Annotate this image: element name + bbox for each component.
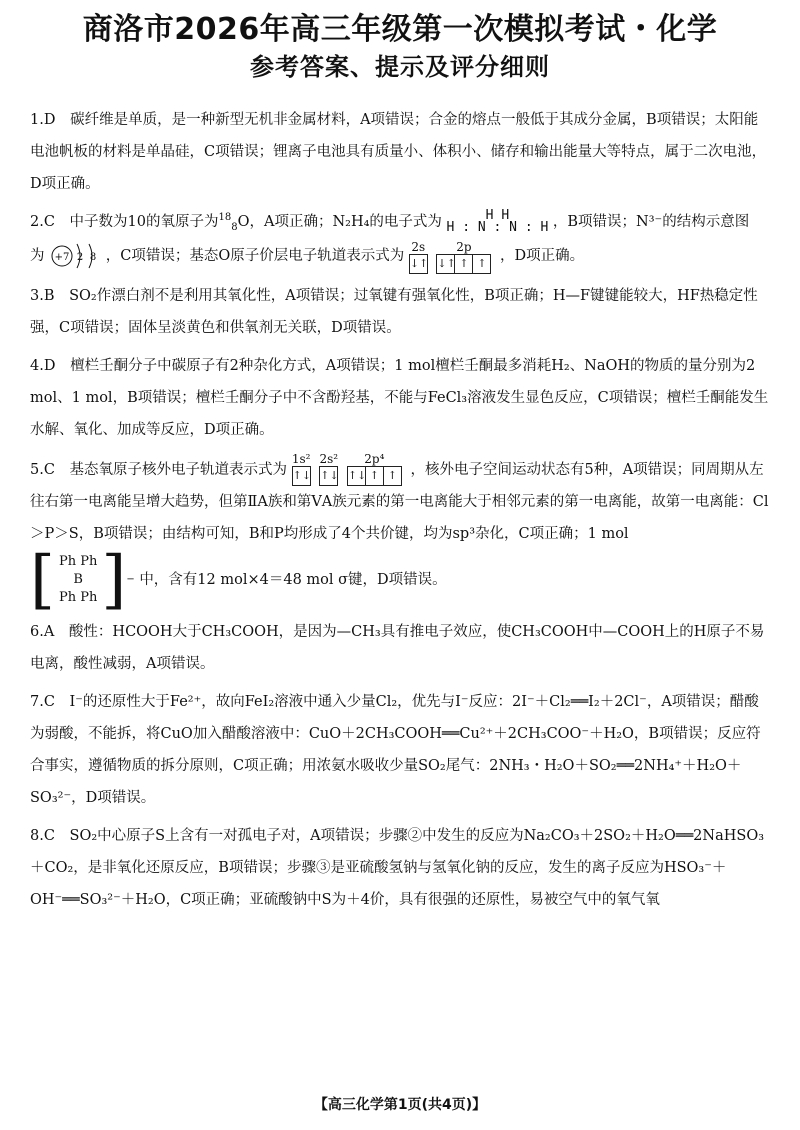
answer-item-3 — [30, 280, 770, 344]
answer-item-6 — [30, 616, 770, 680]
item-text: 檀栏壬酮分子中碳原子有2种杂化方式，A项错误；1 mol檀栏壬酮最多消耗H₂、NaOH的物质的量分别为2 mol、1 mol，B项错误；檀栏壬酮分子中不含酚羟基，不能与FeCl₃溶液发生显色反应，C项错误；檀栏壬酮能发生水解、氧化、加成等反应，D项正确。 — [30, 358, 769, 438]
item-number: 6.A — [30, 624, 55, 640]
shell-count-2: 8 — [89, 252, 97, 263]
item-text: 酸性：HCOOH大于CH₃COOH，是因为—CH₃具有推电子效应，使CH₃COOH中—COOH上的H原子不易电离，酸性减弱，A项错误。 — [30, 624, 765, 672]
answer-item-7 — [30, 686, 770, 814]
orbital-2s: 2s ↓↑ — [409, 240, 428, 274]
answer-item-2: 2.C 中子数为10的氧原子为$^{18}_8$O，A项正确；N₂H₄的电子式为 H H H : N : N : H ，B项错误；N³⁻的结构示意图 为 +7 2 8 ，C项错误；基态O原子价层电子轨道表示式为 2s ↓↑ 2p ↓↑ ↑ ↑ ，D项正确。 — [30, 206, 770, 274]
answer-item-4 — [30, 350, 770, 446]
orbital-2p: 2p⁴ ↑↓ ↑ ↑ — [347, 452, 402, 486]
item-text: SO₂中心原子S上含有一对孤电子对，A项错误；步骤②中发生的反应为Na₂CO₃＋2SO₂＋H₂O══2NaHSO₃＋CO₂，是非氧化还原反应，B项错误；步骤③是亚硫酸氢钠与氢氧化钠的反应，发生的离子反应为HSO₃⁻＋OH⁻══SO₃²⁻＋H₂O，C项正确；亚硫酸钠中S为＋4价，具有很强的还原性，易被空气中的氧气氧 — [30, 828, 765, 908]
ion-structure-diagram — [49, 238, 101, 274]
shell-count-1: 2 — [76, 252, 84, 263]
answer-item-8 — [30, 820, 770, 916]
item-text: 碳纤维是单质，是一种新型无机非金属材料，A项错误；合金的熔点一般低于其成分金属，B项错误；太阳能电池帆板的材料是单晶硅，C项错误；锂离子电池具有质量小、体积小、储存和输出能量大等特点，属于二次电池，D项正确。 — [30, 112, 767, 192]
page-subtitle: 参考答案、提示及评分细则 — [250, 53, 550, 81]
page-title: 商洛市2026年高三年级第一次模拟考试・化学 — [82, 12, 718, 47]
item-number: 4.D — [30, 358, 56, 374]
item-number: 5.C — [30, 462, 55, 478]
borate-complex-structure: [ Ph Ph B Ph Ph ] − — [30, 543, 135, 617]
item-number: 2.C — [30, 214, 55, 230]
item-text: I⁻的还原性大于Fe²⁺，故向FeI₂溶液中通入少量Cl₂，优先与I⁻反应：2I⁻＋Cl₂══I₂＋2Cl⁻，A项错误；醋酸为弱酸，不能拆，将CuO加入醋酸溶液中：CuO＋2CH₃COOH══Cu²⁺＋2CH₃COO⁻＋H₂O，B项错误；反应符合事实，遵循物质的拆分原则，C项正确；用浓氨水吸收少量SO₂尾气：2NH₃・H₂O＋SO₂══2NH₄⁺＋H₂O＋SO₃²⁻，D项错误。 — [30, 694, 761, 806]
item-number: 1.D — [30, 112, 56, 128]
answer-item-1 — [30, 104, 770, 200]
electron-formula: H H H : N : N : H — [446, 208, 549, 235]
orbital-2p: 2p ↓↑ ↑ ↑ — [436, 240, 491, 274]
item-number: 3.B — [30, 288, 55, 304]
answer-item-5: 5.C 基态氧原子核外电子轨道表示式为 1s² ↑↓ 2s² ↑↓ 2p⁴ ↑↓ ↑ ↑ ，核外电子空间运动状态有5种，A项错误；同周期从左往右第一电离能呈增大趋势，但第ⅡA族和第ⅤA族元素的第一电离能大于相邻元素的第一电离能，故第一电离能：Cl＞P＞S，B项错误；由结构可知，B和P均形成了4个共价键，均为sp³杂化，C项正确；1 mol [ Ph Ph B Ph Ph ] − 中，含有12 mol×4＝48 mol σ键，D项错误。 — [30, 452, 769, 617]
page-footer: 【高三化学第1页(共4页)】 — [313, 1097, 487, 1113]
orbital-2s: 2s² ↑↓ — [319, 452, 338, 486]
item-number: 7.C — [30, 694, 55, 710]
orbital-1s: 1s² ↑↓ — [292, 452, 311, 486]
item-number: 8.C — [30, 828, 55, 844]
answer-list — [30, 104, 770, 916]
item-text: SO₂作漂白剂不是利用其氧化性，A项错误；过氧键有强氧化性，B项正确；H—F键键能较大，HF热稳定性强，C项错误；固体呈淡黄色和供氧剂无关联，D项错误。 — [30, 288, 758, 336]
nucleus-charge: +7 — [54, 252, 70, 263]
